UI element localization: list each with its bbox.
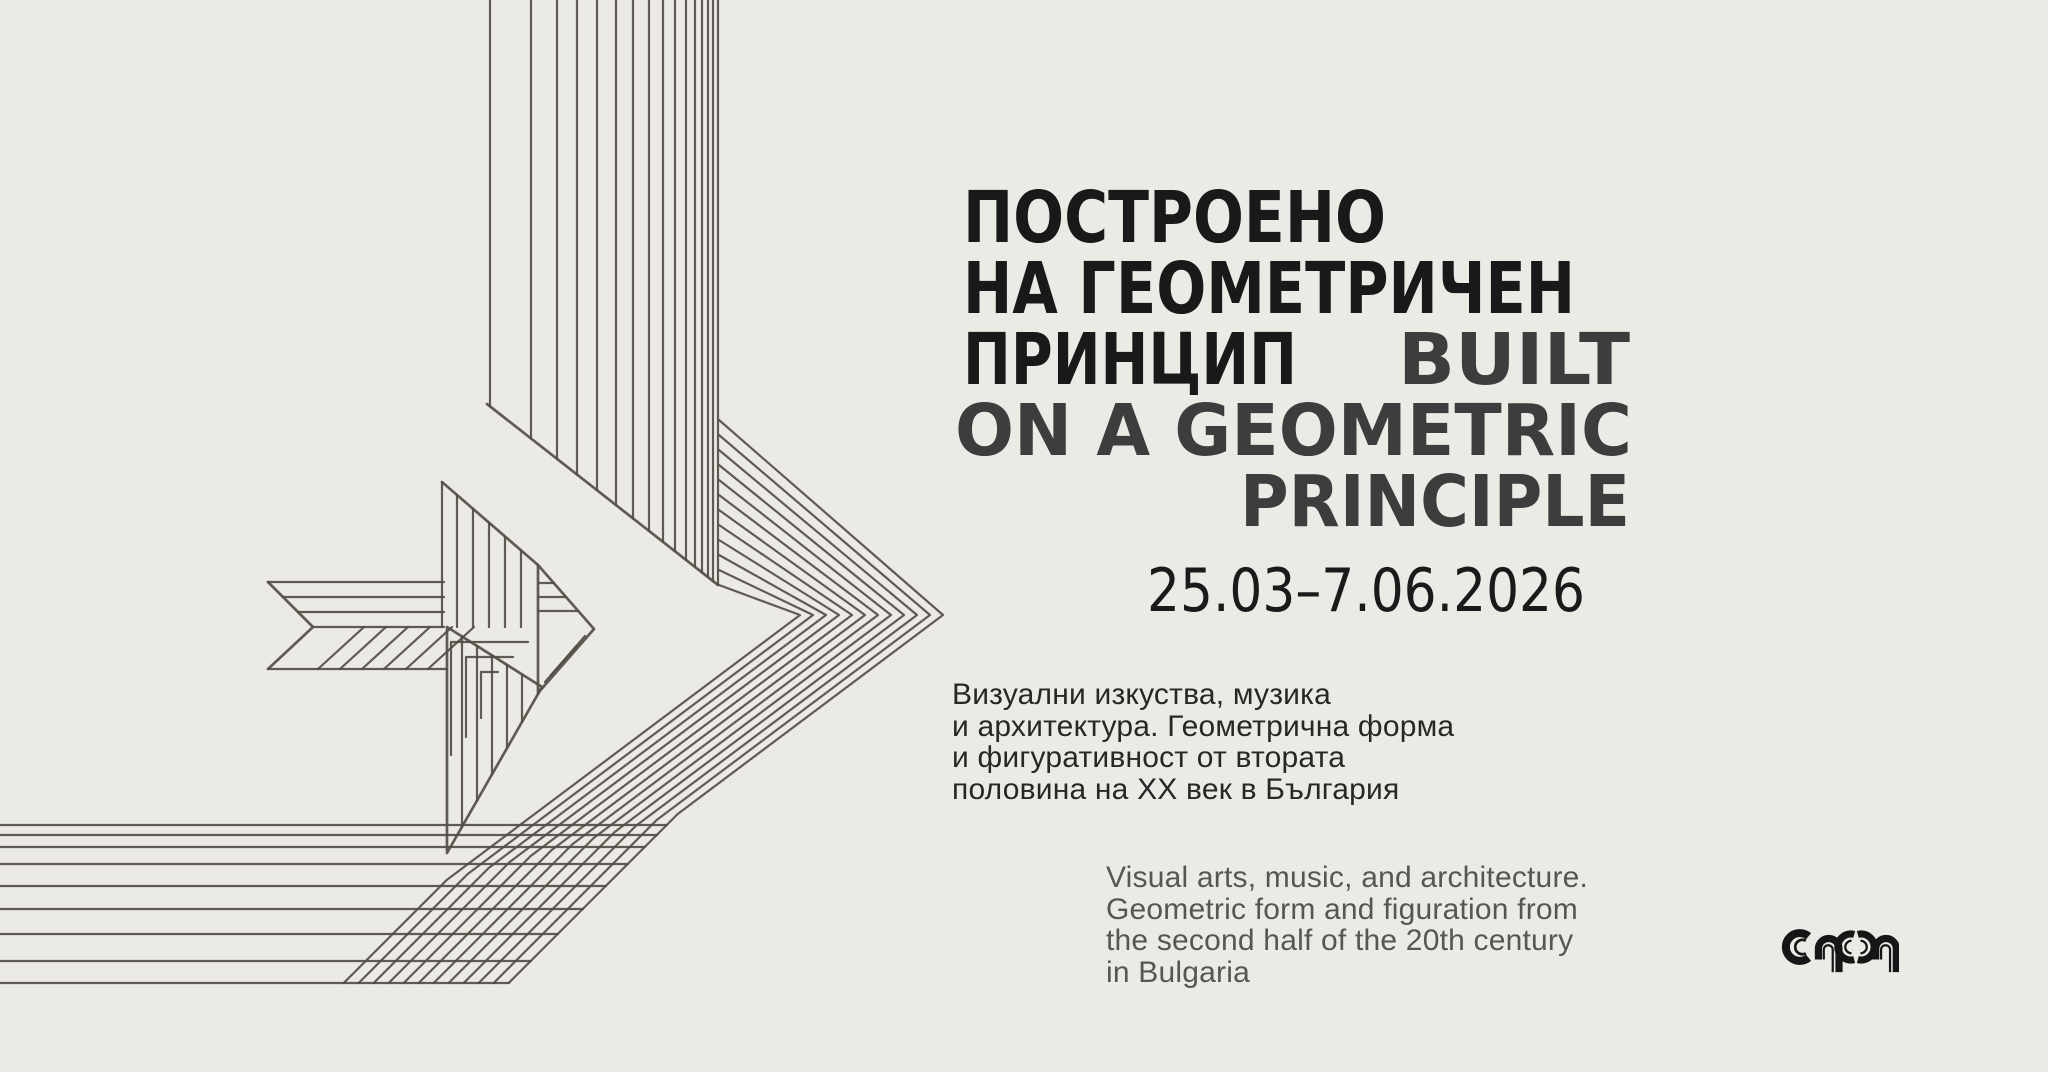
description-bulgarian	[952, 679, 1454, 805]
title-en-line3: PRINCIPLE	[1240, 460, 1630, 543]
description-en-line: the second half of the 20th century	[1106, 924, 1574, 957]
title-en-line2: ON A GEOMETRIC	[955, 389, 1632, 472]
description-english	[1106, 862, 1588, 988]
description-bg-line: Визуални изкуства, музика	[952, 678, 1331, 711]
title-bg-line2: НА ГЕОМЕТРИЧЕН	[963, 247, 1575, 330]
exhibition-dates	[1147, 556, 1607, 628]
exhibition-title	[955, 185, 1675, 545]
title-bg-line1: ПОСТРОЕНО	[963, 185, 1386, 259]
description-en-line: Geometric form and figuration from	[1106, 892, 1578, 926]
description-en-line: in Bulgaria	[1106, 955, 1250, 989]
description-bg-line: половина на ХХ век в България	[952, 772, 1400, 806]
title-en-line1: BUILT	[1398, 318, 1631, 401]
description-bg-line: и архитектура. Геометрична форма	[952, 709, 1455, 743]
description-bg-line: и фигуративност от втората	[952, 741, 1346, 774]
dates-text: 25.03–7.06.2026	[1147, 556, 1585, 626]
gallery-logo-icon	[1779, 917, 1899, 977]
title-bg-line3: ПРИНЦИП	[963, 318, 1297, 401]
description-en-line: Visual arts, music, and architecture.	[1106, 861, 1589, 894]
